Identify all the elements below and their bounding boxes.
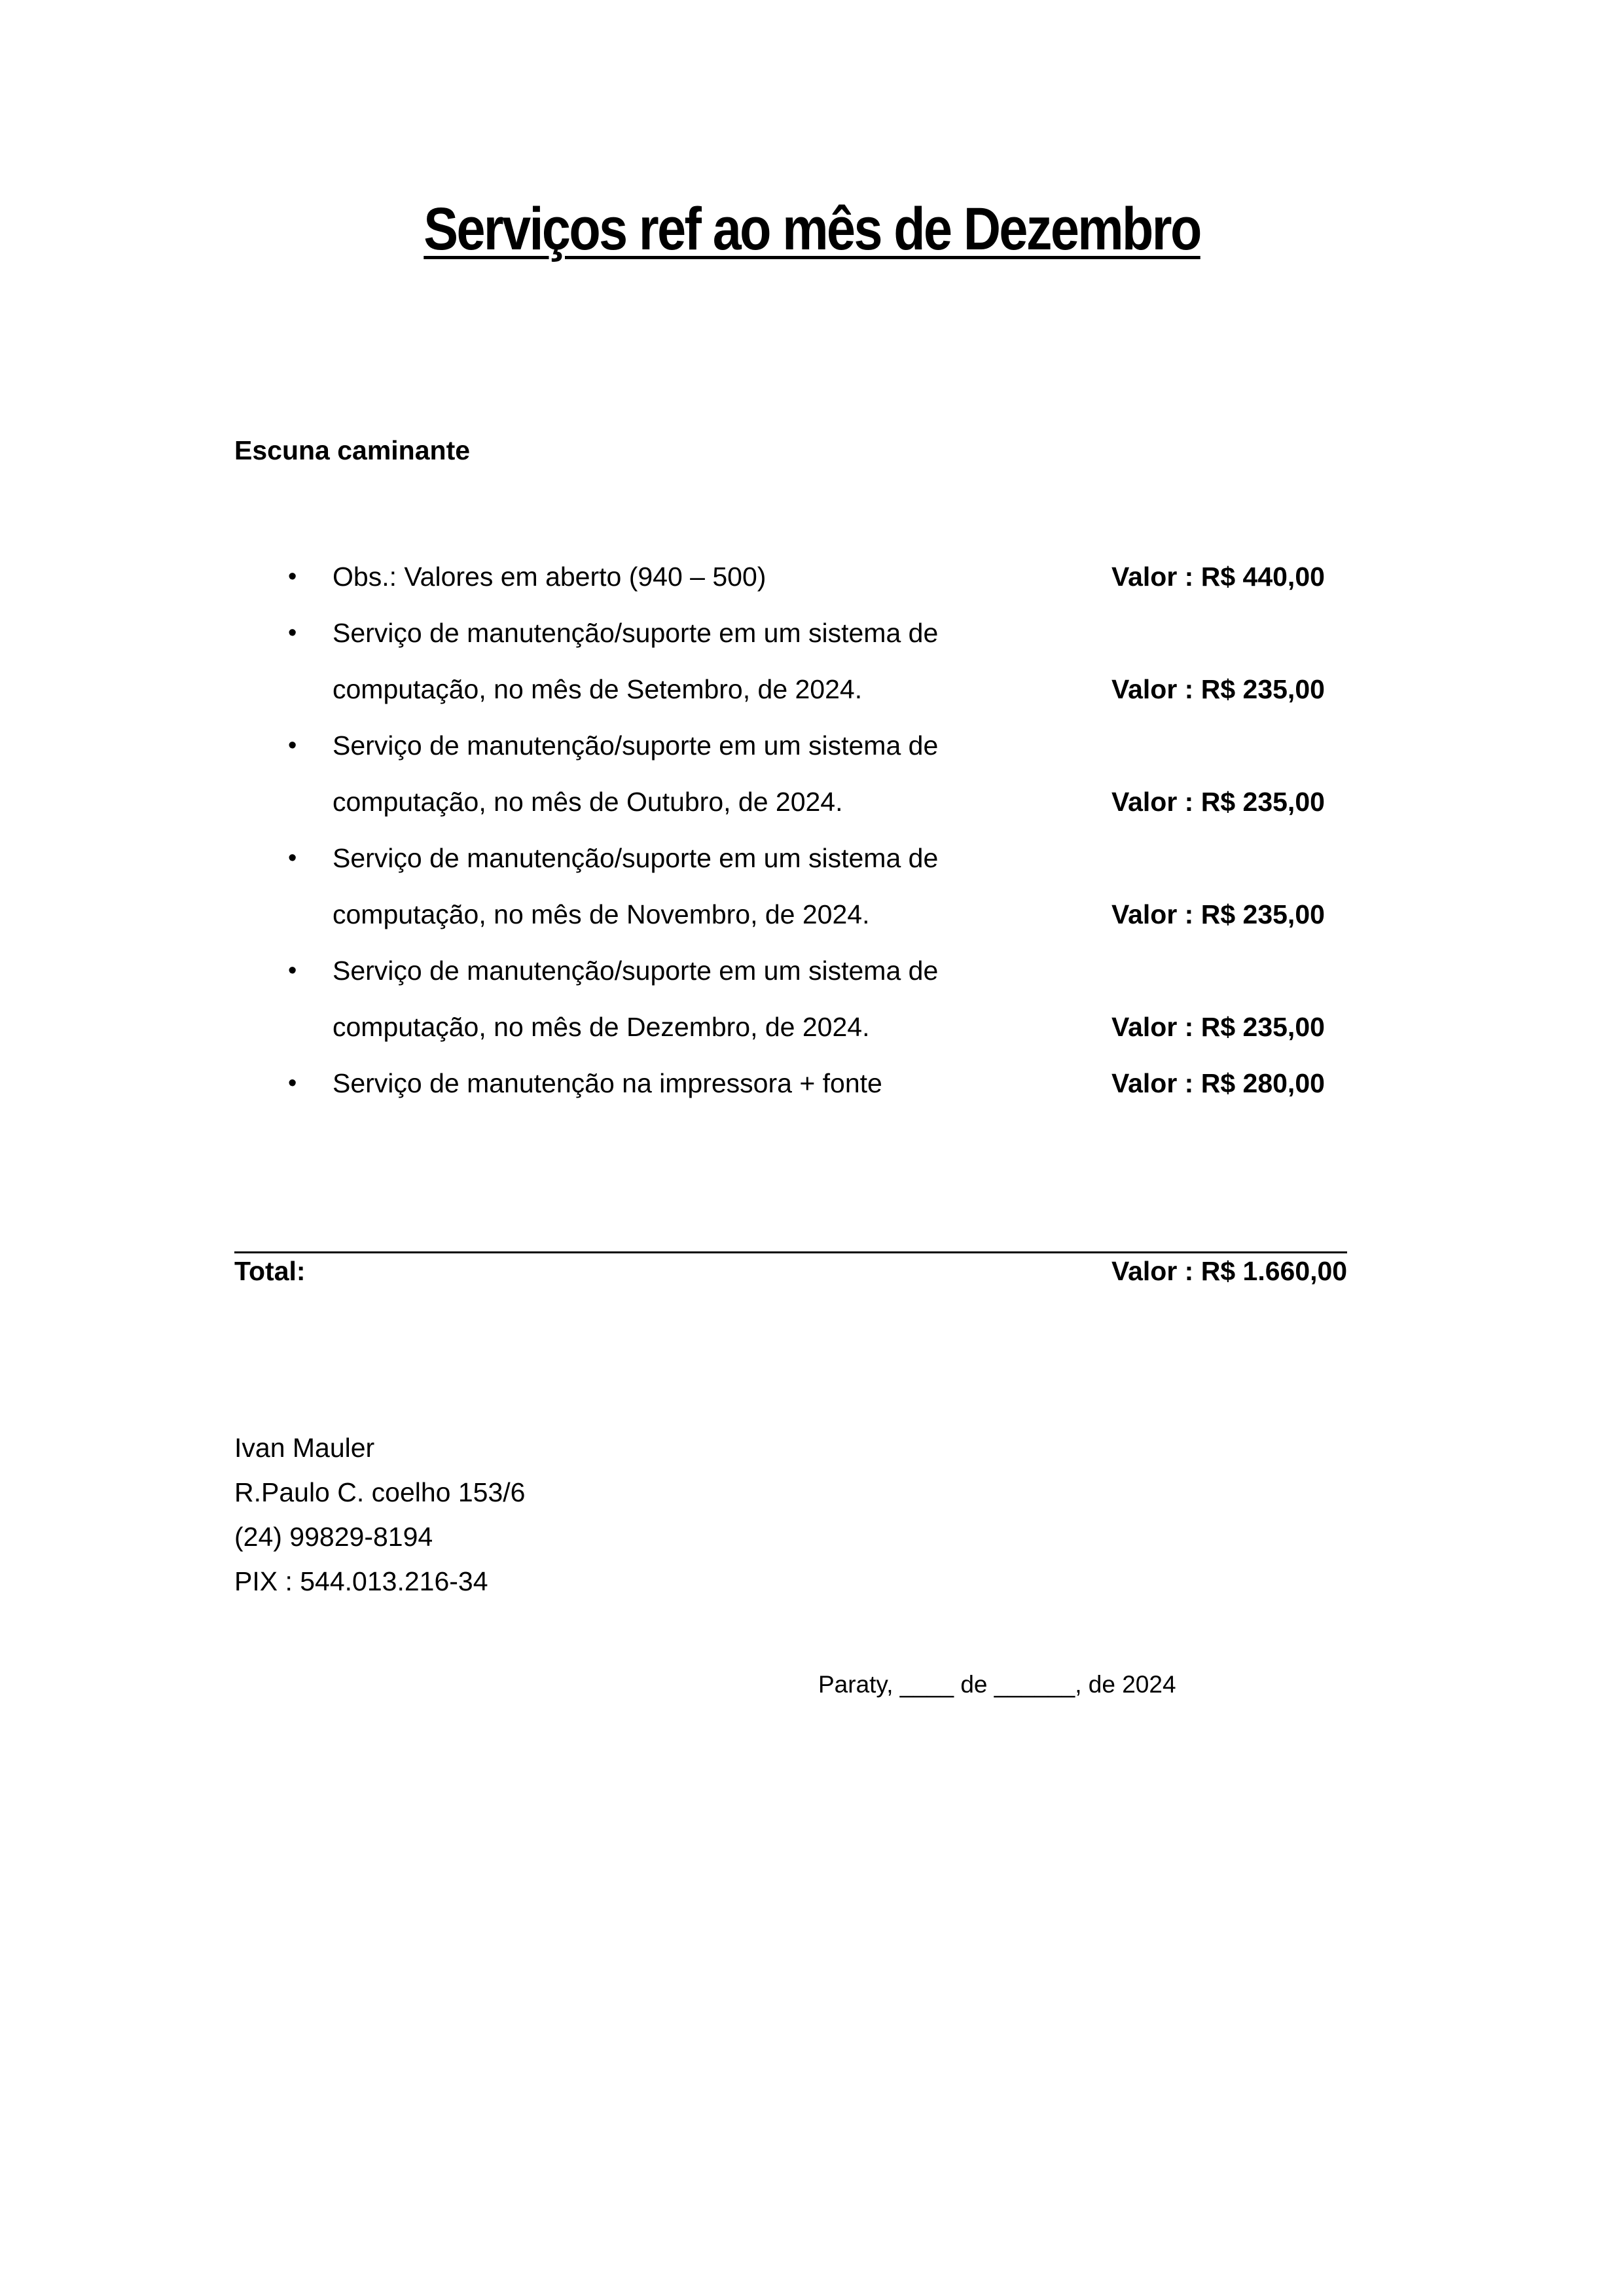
item-description-line: computação, no mês de Dezembro, de 2024.	[333, 1012, 870, 1042]
list-item	[234, 605, 1413, 717]
contact-name: Ivan Mauler	[234, 1433, 375, 1463]
item-value: Valor : R$ 235,00	[1111, 787, 1325, 817]
contact-pix: PIX : 544.013.216-34	[234, 1566, 488, 1596]
item-description	[333, 717, 1020, 830]
item-description-line: Serviço de manutenção/suporte em um sistema de	[333, 730, 939, 761]
item-description	[333, 942, 1020, 1055]
bullet-icon: •	[288, 563, 297, 590]
bullet-icon: •	[288, 732, 297, 759]
item-description-line: Serviço de manutenção/suporte em um sistema de	[333, 618, 939, 648]
item-description	[333, 605, 1020, 717]
page-title: Serviços ref ao mês de Dezembro	[424, 196, 1200, 262]
item-value: Valor : R$ 440,00	[1111, 562, 1325, 592]
item-value: Valor : R$ 235,00	[1111, 899, 1325, 929]
list-item	[234, 830, 1413, 942]
client-name: Escuna caminante	[234, 435, 471, 465]
item-description	[333, 830, 1020, 942]
total-value: Valor : R$ 1.660,00	[1111, 1256, 1348, 1286]
contact-block	[234, 1426, 525, 1604]
item-value: Valor : R$ 235,00	[1111, 1012, 1325, 1042]
item-description-line: Serviço de manutenção/suporte em um sistema de	[333, 843, 939, 873]
bullet-icon: •	[288, 957, 297, 984]
list-item	[234, 1055, 1413, 1111]
item-value: Valor : R$ 235,00	[1111, 674, 1325, 704]
list-item	[234, 717, 1413, 830]
item-value: Valor : R$ 280,00	[1111, 1068, 1325, 1098]
bullet-icon: •	[288, 844, 297, 872]
bullet-icon: •	[288, 619, 297, 647]
place-date: Paraty, ____ de ______, de 2024	[818, 1671, 1176, 1698]
list-item	[234, 548, 1413, 605]
service-items-list	[234, 548, 1413, 1111]
item-description	[333, 1055, 1020, 1111]
contact-address: R.Paulo C. coelho 153/6	[234, 1477, 526, 1507]
bullet-icon: •	[288, 1069, 297, 1097]
item-description-line: Obs.: Valores em aberto (940 – 500)	[333, 562, 767, 592]
item-description-line: computação, no mês de Novembro, de 2024.	[333, 899, 870, 929]
total-label: Total:	[234, 1256, 306, 1286]
item-description-line: Serviço de manutenção na impressora + fonte	[333, 1068, 882, 1098]
total-row	[234, 1251, 1348, 1286]
contact-phone: (24) 99829-8194	[234, 1522, 433, 1552]
item-description-line: Serviço de manutenção/suporte em um sistema de	[333, 956, 939, 986]
item-description	[333, 548, 1020, 605]
item-description-line: computação, no mês de Setembro, de 2024.	[333, 674, 863, 704]
item-description-line: computação, no mês de Outubro, de 2024.	[333, 787, 843, 817]
list-item	[234, 942, 1413, 1055]
